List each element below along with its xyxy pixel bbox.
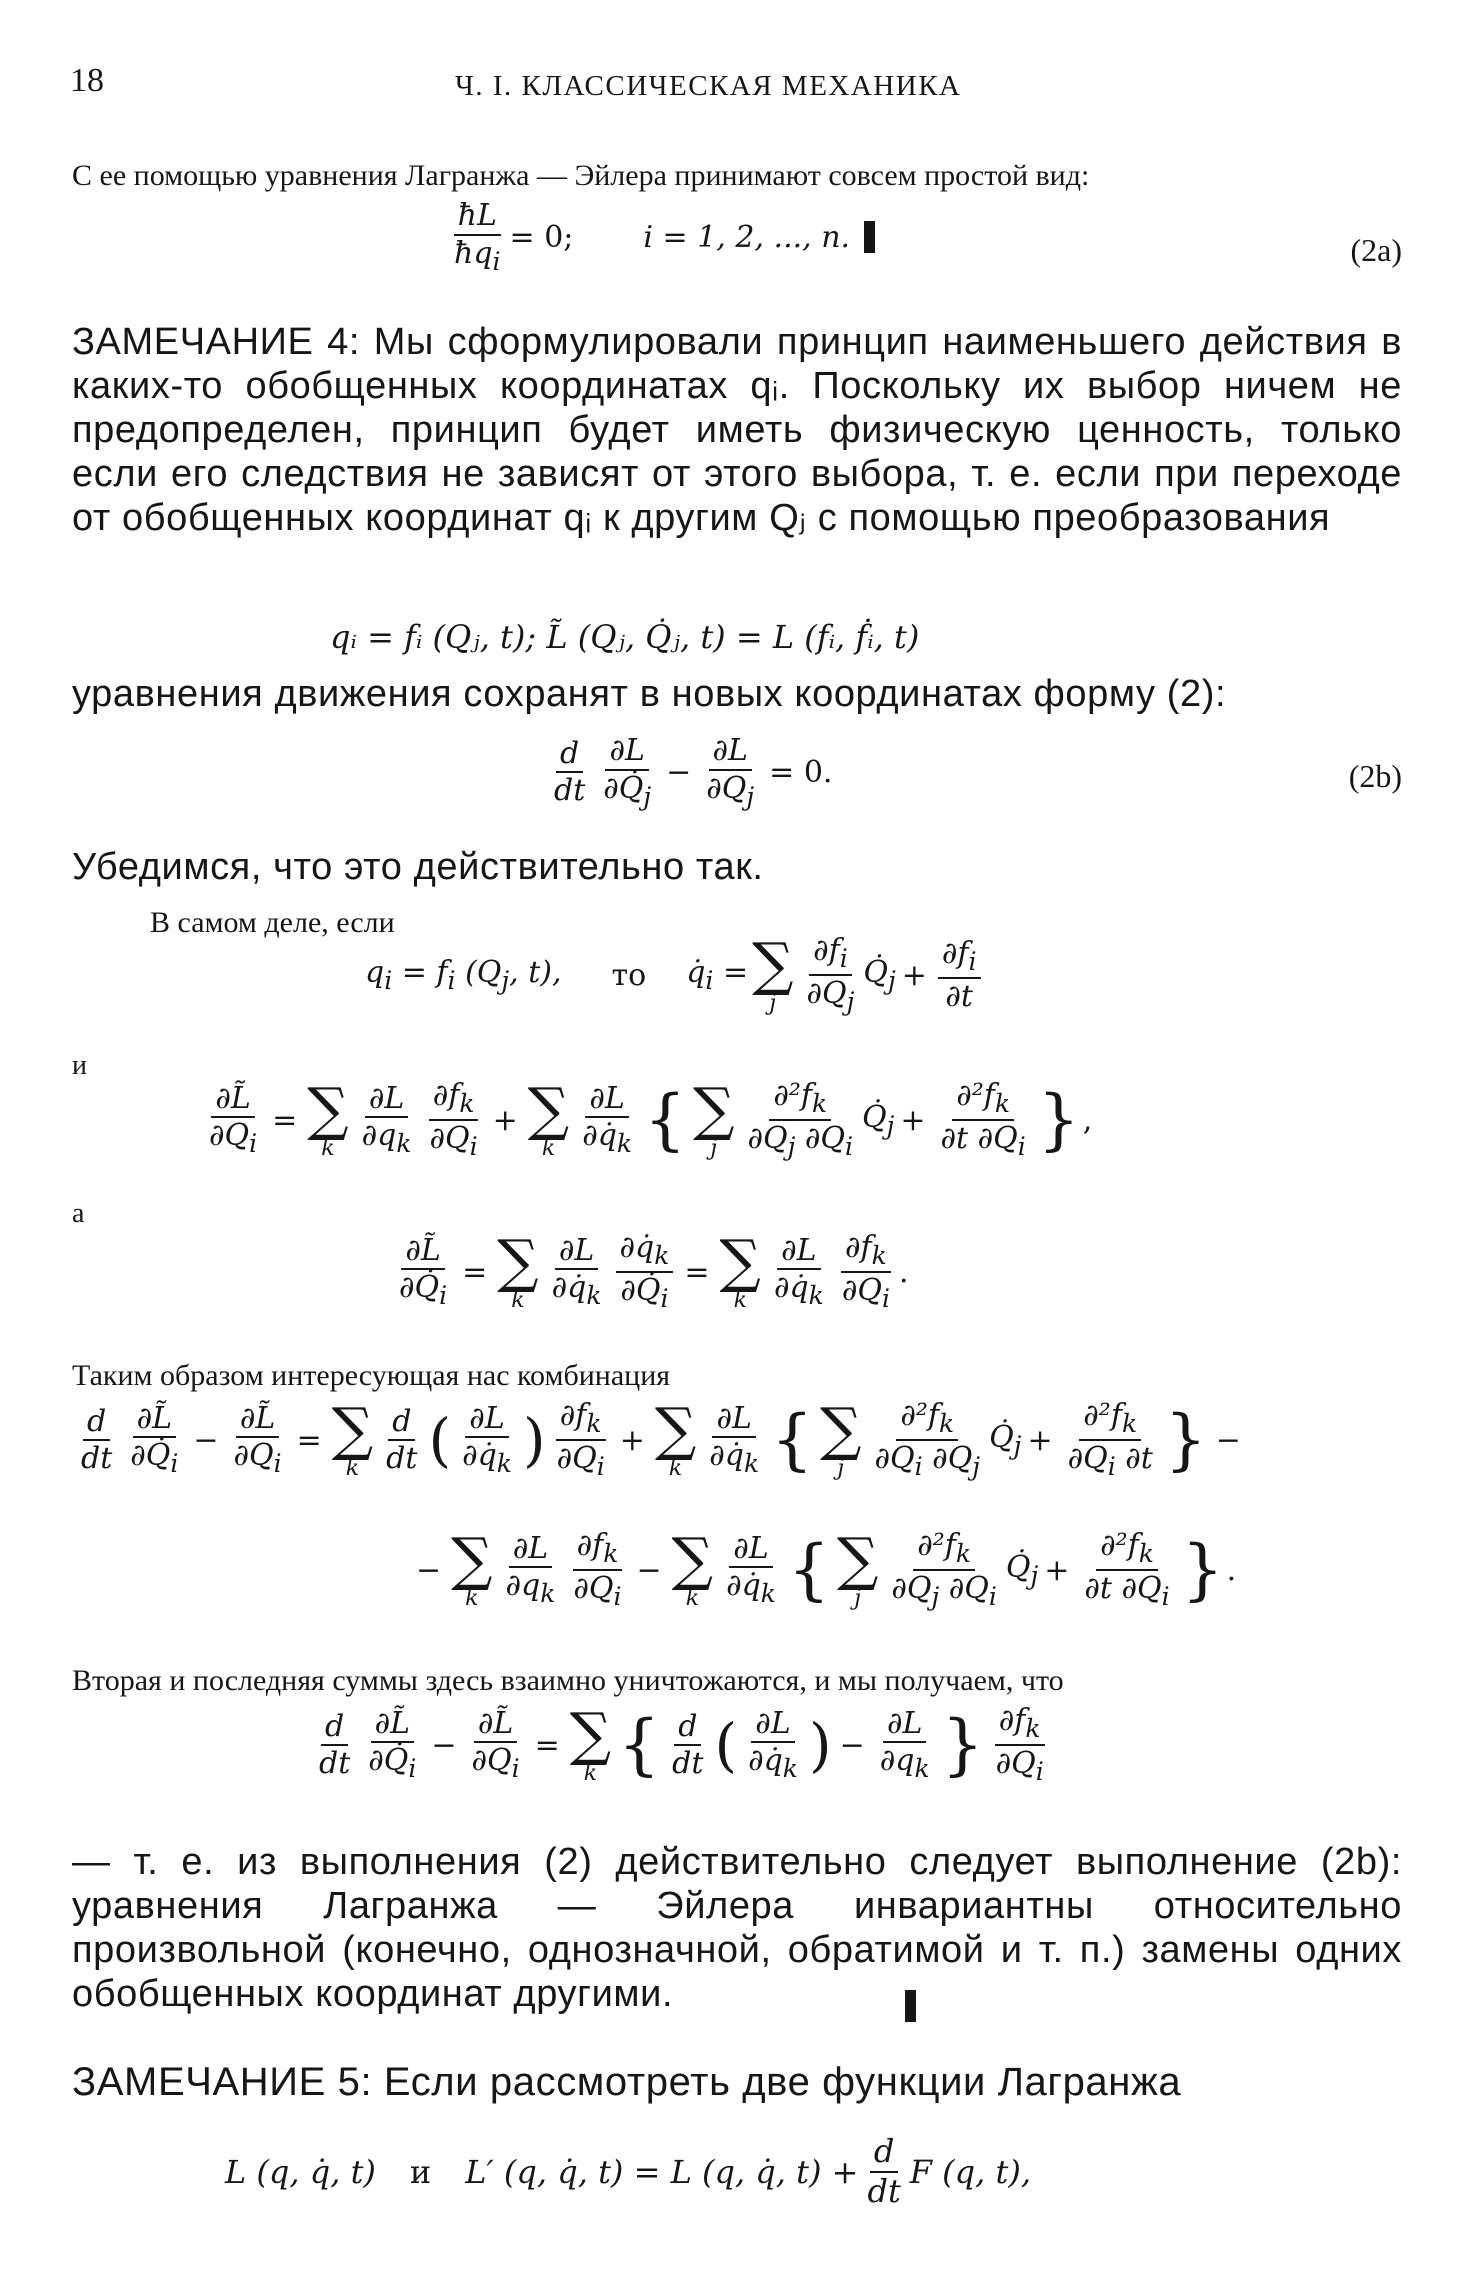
page-number: 18 [70, 62, 104, 99]
indeed-paragraph: В самом деле, если [150, 906, 395, 939]
qed-mark-2 [905, 1990, 916, 2022]
equation-combination-line2: − ∑ k $\frac{\partial L}{\partial q_k}$ $\frac{\partial f_k}{\partial Q_i}$ − ∑ k $\frac{\partial L}{\partial q̇_k}$ { ∑ j $\frac{\partial^2f_k}{\partial Q_j \partial Q_i}$ $Q̇_j$ + $\frac{\partial^2f_k}{\partial t \partial Q_i}$ } . [416, 1525, 1237, 1612]
running-title: Ч. I. КЛАССИЧЕСКАЯ МЕХАНИКА [455, 70, 962, 102]
equation-2a: $\frac{ħL}{ħq_i}$ = 0; i = 1, 2, ..., n. [445, 200, 875, 275]
equation-combination-line1: $\frac{d}{dt}$ $\frac{\partial L̃}{\partial Q̇_i}$ − $\frac{\partial L̃}{\partial Q_i}$ = ∑ k $\frac{d}{dt}$ ( $\frac{\partial L}{\partial q̇_k}$ ) $\frac{\partial f_k}{\partial Q_i}$ + ∑ k $\frac{\partial L}{\partial q̇_k}$ { ∑ j $\frac{\partial^2f_k}{\partial Q_i \partial Q_j}$ $Q̇_j$ + $\frac{\partial^2f_k}{\partial Q_i \partial t}$ } − [81, 1395, 1241, 1482]
equation-2b: $\frac{d}{dt}$ $\frac{\partial L}{\partial Q̇_j}$ − $\frac{\partial L}{\partial Q_j}$ = 0. [554, 733, 833, 811]
intro-paragraph: С ее помощью уравнения Лагранжа — Эйлера принимают совсем простой вид: [72, 159, 1090, 192]
equation-dL-dQdot: $\frac{\partial L̃}{\partial Q̇_i}$ = ∑ k $\frac{\partial L}{\partial q̇_k}$ $\frac{\partial q̇_k}{\partial Q̇_i}$ = ∑ k $\frac{\partial L}{\partial q̇_k}$ $\frac{\partial f_k}{\partial Q_i}$ . [399, 1227, 909, 1314]
motion-paragraph: уравнения движения сохранят в новых координатах форму (2): [72, 673, 1227, 715]
remark-5: ЗАМЕЧАНИЕ 5: Если рассмотреть две функции Лагранжа [72, 2060, 1182, 2104]
equation-lagrangians: L (q, q̇, t) и L′ (q, q̇, t) = L (q, q̇, t) + $\frac{d}{dt}$ F (q, t), [225, 2132, 1031, 2210]
equation-transform: qᵢ = fᵢ (Qⱼ, t); L̃ (Qⱼ, Q̇ⱼ, t) = L (fᵢ, ḟᵢ, t) [330, 618, 920, 656]
equation-result: $\frac{d}{dt}$ $\frac{\partial L̃}{\partial Q̇_i}$ − $\frac{\partial L̃}{\partial Q_i}$ = ∑ k { $\frac{d}{dt}$ ( $\frac{\partial L}{\partial q̇_k}$ ) − $\frac{\partial L}{\partial q_k}$ } $\frac{\partial f_k}{\partial Q_i}$ [319, 1700, 1044, 1787]
equation-label-2a: (2a) [1350, 232, 1402, 268]
equation-label-2b: (2b) [1348, 758, 1402, 794]
word-a: а [72, 1198, 85, 1229]
remark-4: ЗАМЕЧАНИЕ 4: Мы сформулировали принцип наименьшего действия в каких-то обобщенных координатах qᵢ. Поскольку их выбор ничем не предопределен, принцип будет иметь физическую ценность, только если его следствия не зависят от этого выбора, т. е. если при переходе от обобщенных координат qᵢ к другим Qⱼ с помощью преобразования [72, 321, 1402, 539]
running-header [70, 62, 1410, 102]
conclusion-paragraph: — т. е. из выполнения (2) действительно следует выполнение (2b): уравнения Лагранжа — Эйлера инвариантны относительно произвольной (конечно, однозначной, обратимой и т. п.) замены одних обобщенных координат другими. [72, 1841, 1402, 2015]
cancel-paragraph: Вторая и последняя суммы здесь взаимно уничтожаются, и мы получаем, что [72, 1664, 1064, 1697]
verify-paragraph: Убедимся, что это действительно так. [72, 846, 764, 888]
qed-mark [864, 221, 875, 253]
word-and: и [72, 1050, 87, 1081]
equation-q-derivative: $q_i = f_i$ ($Q_j$, t), то $q̇_i$ = ∑ j $\frac{\partial f_i}{\partial Q_j}$ $Q̇_j$ + $\frac{\partial f_i}{\partial t}$ [365, 935, 986, 1016]
equation-dL-dQ: $\frac{\partial L̃}{\partial Q_i}$ = ∑ k $\frac{\partial L}{\partial q_k}$ $\frac{\partial f_k}{\partial Q_i}$ + ∑ k $\frac{\partial L}{\partial q̇_k}$ { ∑ j $\frac{\partial^2f_k}{\partial Q_j \partial Q_i}$ $Q̇_j$ + $\frac{\partial^2f_k}{\partial t \partial Q_i}$ } , [209, 1075, 1093, 1162]
thus-paragraph: Таким образом интересующая нас комбинация [72, 1359, 671, 1392]
